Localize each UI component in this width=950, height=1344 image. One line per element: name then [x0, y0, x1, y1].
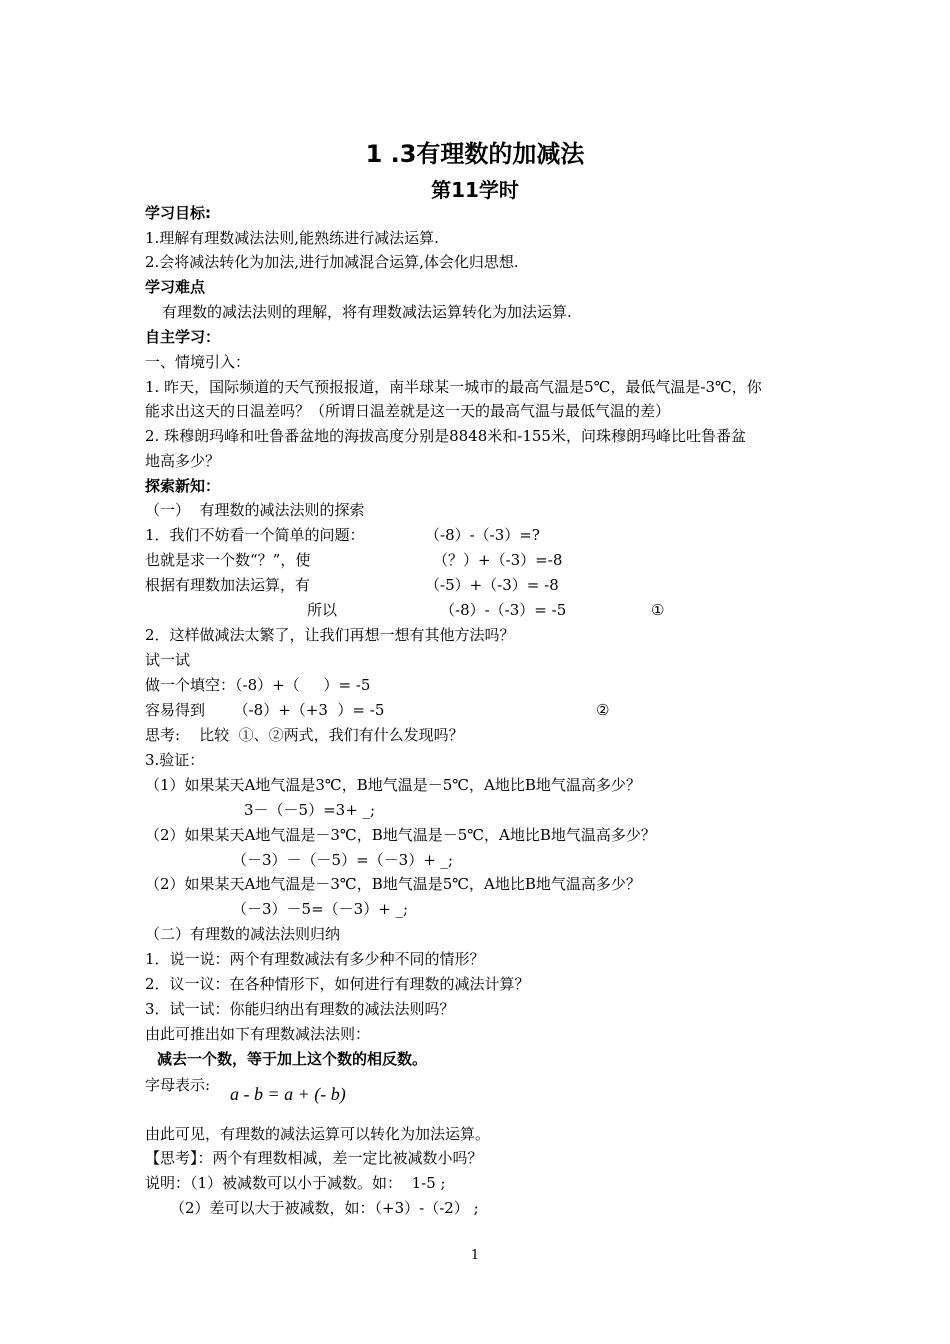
summary-2: 2．议一议：在各种情形下，如何进行有理数的减法计算？ [145, 975, 530, 993]
verify-1-expr: 3－（－5）=3+ _; [244, 801, 376, 819]
page-title: 1 .3有理数的加减法 [365, 140, 585, 168]
explore-heading: 探索新知： [145, 477, 221, 495]
verify-2-expr: （－3）－（－5）=（－3）+ _; [232, 851, 454, 869]
difficulty-text: 有理数的减法法则的理解，将有理数减法运算转化为加法运算. [162, 303, 572, 321]
explore-line-1-text: 1．我们不妨看一个简单的问题： [145, 526, 365, 544]
explore-line-2-expr: （？）+（-3）=-8 [433, 551, 563, 569]
verify-1: （1）如果某天A地气温是3℃，B地气温是－5℃，A地比B地气温高多少？ [145, 776, 641, 794]
verify-3: （2）如果某天A地气温是－3℃，B地气温是5℃，A地比B地气温高多少？ [145, 875, 641, 893]
easy-line: 容易得到 （-8）+（+3 ）= -5 [145, 701, 385, 719]
summary-1: 1．说一说：两个有理数减法有多少种不同的情形？ [145, 950, 485, 968]
goal-2: 2.会将减法转化为加法,进行加减混合运算,体会化归思想. [145, 253, 519, 271]
explore-line-3-expr: （-5）+（-3）= -8 [425, 576, 559, 594]
question-2b: 地高多少？ [145, 452, 221, 470]
summary-3: 3．试一试：你能归纳出有理数的减法法则吗？ [145, 1000, 455, 1018]
explore-line-1-expr: （-8）-（-3）=? [425, 526, 540, 544]
question-2a: 2. 珠穆朗玛峰和吐鲁番盆地的海拔高度分别是8848米和-155米，问珠穆朗玛峰比吐鲁番盆 [145, 427, 746, 445]
think-2-line: 【思考】：两个有理数相减，差一定比被减数小吗？ [145, 1149, 483, 1167]
question-1b: 能求出这天的日温差吗？（所谓日温差就是这一天的最高气温与最低气温的差） [145, 402, 671, 420]
derive-line: 由此可推出如下有理数减法法则： [145, 1025, 371, 1043]
verify-3-expr: （－3）－5=（－3）+ _; [232, 900, 409, 918]
verify-heading: 3.验证： [145, 751, 205, 769]
subtraction-rule: 减去一个数，等于加上这个数的相反数。 [157, 1050, 428, 1068]
equation-marker-1: ① [651, 601, 665, 619]
verify-2: （2）如果某天A地气温是－3℃，B地气温是－5℃，A地比B地气温高多少？ [145, 826, 656, 844]
goals-heading: 学习目标: [145, 204, 211, 222]
explore-line-4-text: 所以 [307, 601, 338, 619]
explore-line-5: 2．这样做减法太繁了，让我们再想一想有其他方法吗？ [145, 626, 515, 644]
example-1: 说明：（1）被减数可以小于减数。如： 1-5 ; [145, 1174, 446, 1192]
self-study-heading: 自主学习： [145, 328, 221, 346]
goal-1: 1.理解有理数减法法则,能熟练进行减法运算. [145, 229, 439, 247]
explore-line-2-text: 也就是求一个数“？”，使 [145, 551, 311, 569]
try-heading: 试一试 [145, 651, 191, 669]
fill-blank-line: 做一个填空：（-8）+（ ）= -5 [145, 676, 371, 694]
page-number: 1 [470, 1248, 480, 1263]
example-2: （2）差可以大于被减数，如：（+3）-（-2） ; [170, 1199, 479, 1217]
explore-line-4-expr: （-8）-（-3）= -5 [440, 601, 567, 619]
letter-label: 字母表示: [145, 1076, 211, 1094]
equation-marker-2: ② [596, 701, 610, 719]
think-line: 思考: 比较 ①、②两式，我们有什么发现吗？ [145, 726, 464, 744]
section-1-heading: （一） 有理数的减法法则的探索 [145, 501, 365, 519]
question-1a: 1. 昨天，国际频道的天气预报报道，南半球某一城市的最高气温是5℃，最低气温是-3℃，你 [145, 378, 762, 396]
rule-formula: a - b = a + (- b) [230, 1084, 346, 1104]
intro-heading: 一、情境引入： [145, 353, 251, 371]
section-2-heading: （二）有理数的减法法则归纳 [145, 925, 341, 943]
page-subtitle: 第11学时 [431, 178, 519, 202]
conclusion-line: 由此可见，有理数的减法运算可以转化为加法运算。 [145, 1125, 491, 1143]
difficulty-heading: 学习难点 [145, 278, 206, 296]
explore-line-3-text: 根据有理数加法运算，有 [145, 576, 311, 594]
